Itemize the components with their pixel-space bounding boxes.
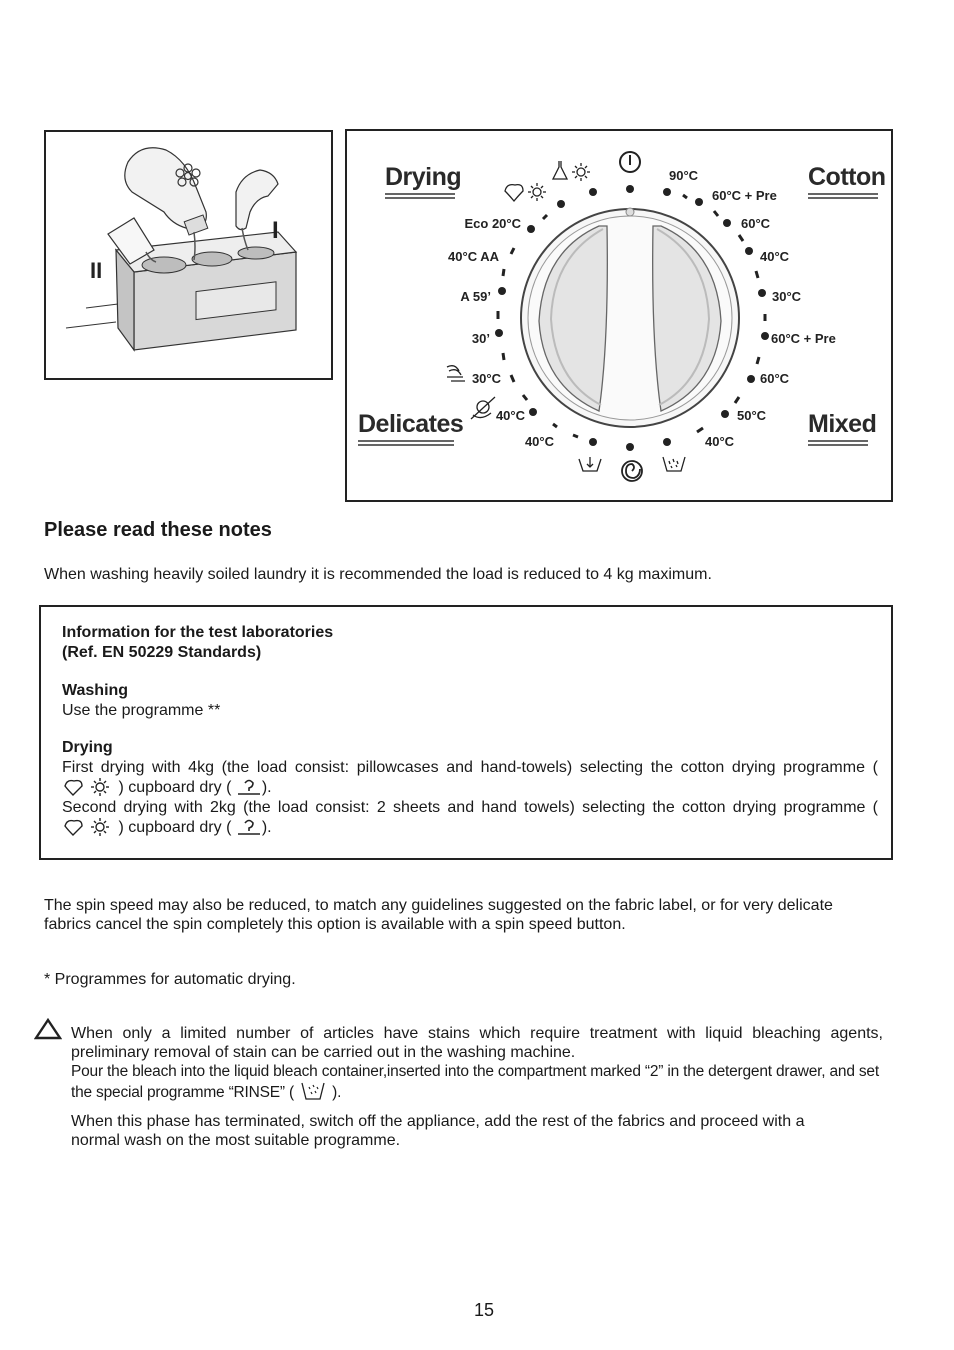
handwash-icon [447, 366, 465, 381]
drying-cotton-icon [553, 161, 590, 181]
info-title-line2: (Ref. EN 50229 Standards) [62, 644, 262, 661]
cupboard-dry-icon [236, 778, 262, 796]
dial-label-eco20: Eco 20°C [464, 216, 521, 231]
programme-dial [347, 131, 891, 500]
dial-label-50: 50°C [737, 408, 767, 423]
washing-text: Use the programme ** [62, 702, 221, 719]
drawer-illustration-frame [44, 130, 333, 380]
corner-label-cotton: Cotton [808, 163, 886, 191]
compartment-i-label: I [272, 217, 279, 244]
info-title-line1: Information for the test laboratories [62, 624, 334, 641]
drying-synthetic-icon [62, 818, 114, 836]
rinse-icon [663, 457, 685, 471]
spin-icon [622, 461, 642, 481]
programme-knob[interactable] [521, 208, 739, 427]
automatic-drying-footnote: * Programmes for automatic drying. [44, 971, 296, 988]
rinse-icon [298, 1081, 328, 1101]
drying-synthetic-icon [62, 778, 114, 796]
corner-label-mixed: Mixed [808, 410, 877, 438]
dial-label-60-pre: 60°C + Pre [712, 188, 777, 203]
dial-label-60-pre-b: 60°C + Pre [771, 331, 836, 346]
page-number: 15 [473, 1300, 495, 1320]
drying-synthetic-icon [505, 183, 546, 201]
programme-dial-frame [345, 129, 893, 502]
test-lab-info-box [39, 605, 893, 860]
first-drying-text: First drying with 4kg (the load consist: pillowcases and hand-towels) selecting the cotton drying programme ( ) cupboard dry ( ). [62, 759, 878, 796]
drain-icon [579, 457, 601, 471]
compartment-ii-label: II [90, 258, 103, 283]
dial-label-40-wool: 40°C [495, 408, 525, 423]
dial-label-40-delicate: 40°C [524, 434, 554, 449]
drying-heading: Drying [62, 739, 113, 756]
warning-paragraph-2: Pour the bleach into the liquid bleach container,inserted into the compartment marked “2” in the detergent drawer, and set the special programme “RINSE” ( ). [71, 1063, 879, 1101]
dial-label-40-b: 40°C [705, 434, 735, 449]
warning-triangle-icon [34, 1018, 62, 1040]
dial-label-40: 40°C [760, 249, 790, 264]
dial-label-a59: A 59’ [460, 289, 491, 304]
wool-icon [471, 397, 495, 419]
corner-label-delicates: Delicates [358, 410, 464, 438]
detergent-drawer-illustration [46, 132, 331, 378]
corner-label-drying: Drying [385, 163, 462, 191]
power-icon [620, 152, 640, 172]
cupboard-dry-icon [236, 818, 262, 836]
spin-speed-note: The spin speed may also be reduced, to match any guidelines suggested on the fabric label, or for very delicate fabrics cancel the spin completely this option is available with a spin speed button. [44, 897, 833, 933]
notes-heading: Please read these notes [44, 519, 272, 541]
dial-label-40aa: 40°C AA [448, 249, 499, 264]
dial-label-30min: 30’ [471, 331, 490, 346]
washing-heading: Washing [62, 682, 129, 699]
load-note: When washing heavily soiled laundry it is recommended the load is reduced to 4 kg maximum. [44, 566, 712, 583]
dial-label-90: 90°C [669, 168, 699, 183]
warning-paragraph-3: When this phase has terminated, switch off the appliance, add the rest of the fabrics and proceed with a normal wash on the most suitable programme. [71, 1113, 805, 1149]
dial-label-60: 60°C [741, 216, 771, 231]
second-drying-text: Second drying with 2kg (the load consist: 2 sheets and hand towels) selecting the cotton drying programme ( ) cupboard dry ( ). [62, 799, 878, 836]
dial-label-30-handwash: 30°C [471, 371, 501, 386]
measuring-glass-icon [108, 218, 156, 264]
dial-label-30: 30°C [772, 289, 802, 304]
dial-label-60-b: 60°C [760, 371, 790, 386]
warning-paragraph-1: When only a limited number of articles have stains which require treatment with liquid bleaching agents, preliminary removal of stain can be carried out in the washing machine. [71, 1025, 883, 1061]
